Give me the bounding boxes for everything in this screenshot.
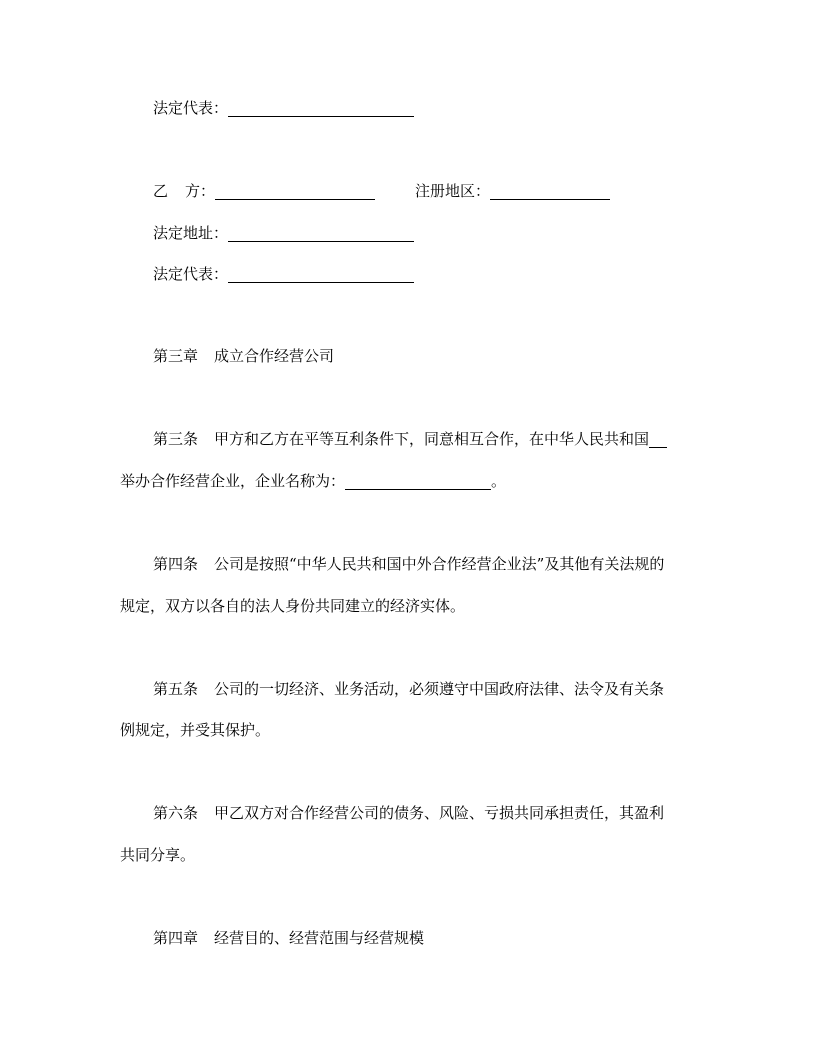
chapter-4-heading	[153, 928, 424, 948]
article-3-line-2	[120, 471, 506, 491]
article-3-end: 。	[491, 472, 507, 490]
article-3-text-2: 举办合作经营企业，企业名称为：	[120, 472, 346, 490]
article-6-line-1	[153, 803, 664, 823]
article-5-number: 第五条	[153, 680, 199, 698]
article-4-text-2: 规定，双方以各自的法人身份共同建立的经济实体。	[120, 597, 466, 615]
article-3-company-name-blank	[345, 475, 491, 490]
article-5-text-2: 例规定，并受其保护。	[120, 721, 271, 739]
party-b-line	[153, 181, 610, 201]
party-b-legal-addr-blank	[228, 227, 414, 242]
chapter-3-number: 第三章	[153, 347, 199, 365]
party-b-reg-area-blank	[490, 185, 610, 200]
chapter-4-number: 第四章	[153, 929, 199, 947]
article-4-line-1	[153, 554, 664, 574]
party-a-legal-rep-label: 法定代表：	[153, 99, 229, 117]
article-3-text-1: 甲方和乙方在平等互利条件下，同意相互合作，在中华人民共和国	[214, 430, 650, 448]
party-a-legal-rep-blank	[228, 102, 414, 117]
article-4-number: 第四条	[153, 555, 199, 573]
party-b-legal-rep-line	[153, 264, 414, 284]
article-5-text-1: 公司的一切经济、业务活动，必须遵守中国政府法律、法令及有关条	[214, 680, 665, 698]
party-b-legal-rep-label: 法定代表：	[153, 265, 229, 283]
article-3-country-blank	[649, 433, 667, 448]
party-a-legal-rep-line	[153, 98, 414, 118]
article-3-line-1	[153, 429, 667, 449]
party-b-reg-area-label: 注册地区：	[415, 182, 491, 200]
article-5-line-2	[120, 720, 270, 740]
article-6-text-1: 甲乙双方对合作经营公司的债务、风险、亏损共同承担责任，其盈利	[214, 804, 665, 822]
chapter-3-title: 成立合作经营公司	[214, 347, 335, 365]
chapter-4-title: 经营目的、经营范围与经营规模	[214, 929, 425, 947]
party-b-label-2: 方：	[185, 182, 216, 200]
party-b-legal-addr-label: 法定地址：	[153, 224, 229, 242]
party-b-legal-addr-line	[153, 223, 414, 243]
chapter-3-heading	[153, 346, 334, 366]
article-6-number: 第六条	[153, 804, 199, 822]
party-b-label-1: 乙	[153, 182, 169, 200]
party-b-name-blank	[215, 185, 375, 200]
article-6-line-2	[120, 845, 195, 865]
article-4-line-2	[120, 596, 465, 616]
article-6-text-2: 共同分享。	[120, 846, 196, 864]
article-5-line-1	[153, 679, 664, 699]
party-b-legal-rep-blank	[228, 268, 414, 283]
article-3-number: 第三条	[153, 430, 199, 448]
article-4-text-1: 公司是按照“中华人民共和国中外合作经营企业法”及其他有关法规的	[214, 555, 665, 573]
